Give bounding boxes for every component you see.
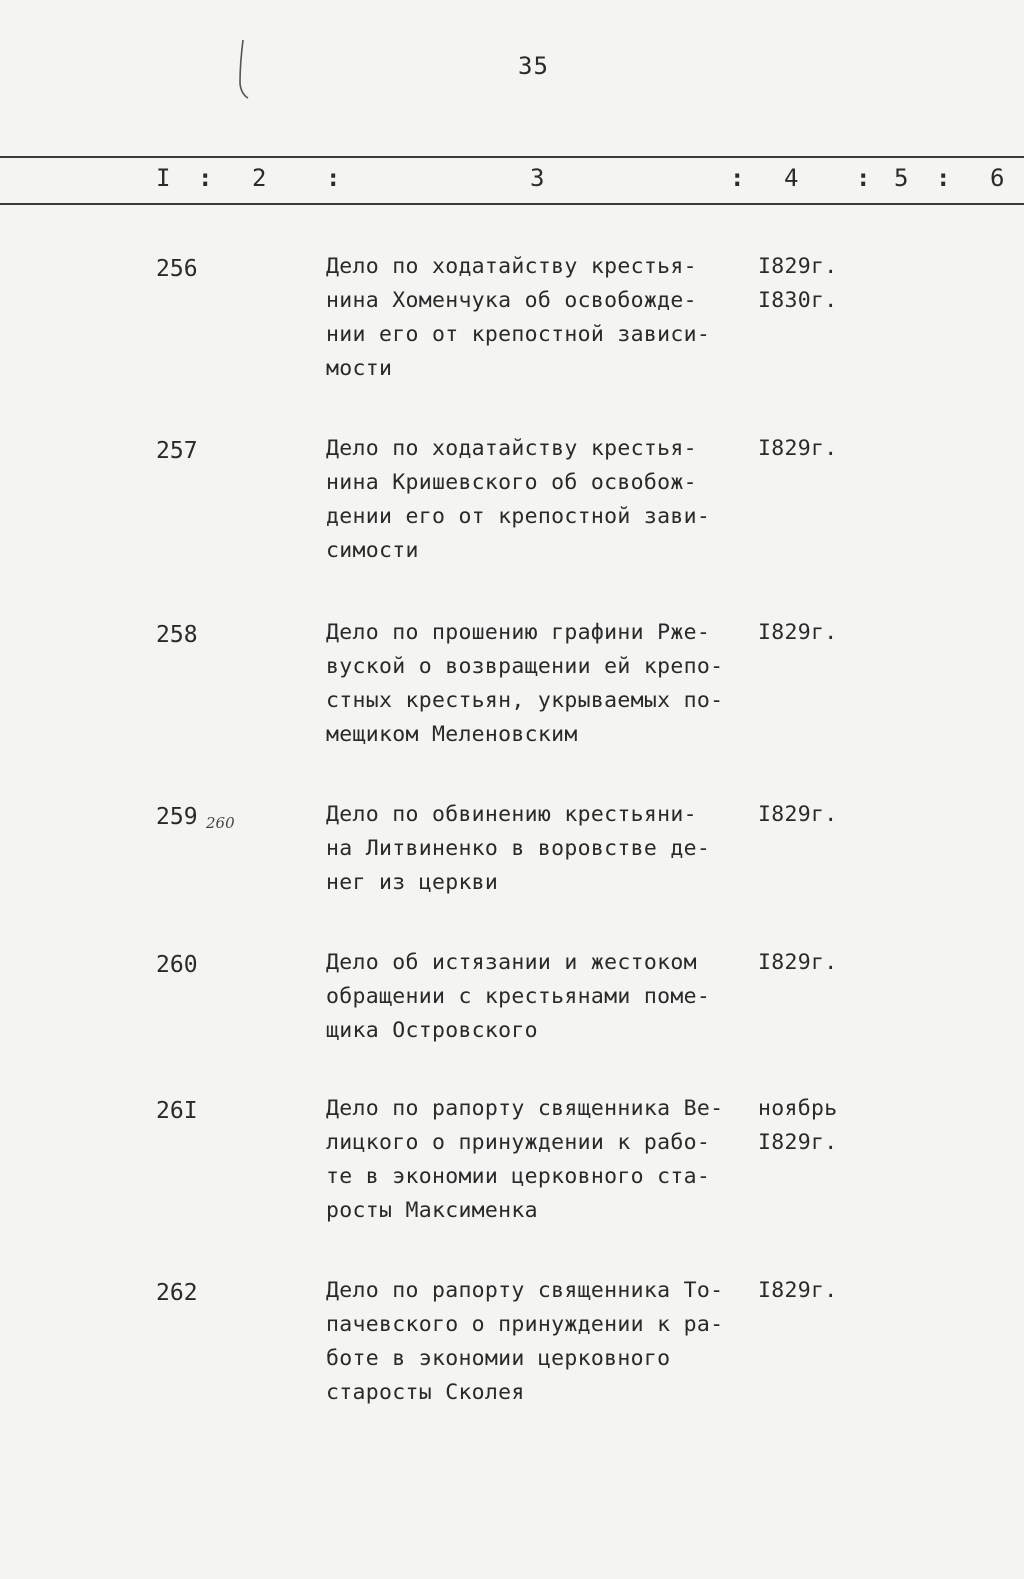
column-header-3: 3 (530, 164, 545, 192)
entry-number: 257 (156, 438, 198, 464)
entry-number: 256 (156, 256, 198, 282)
column-separator: : (326, 164, 341, 192)
entry-description: Дело по рапорту священника Ве- лицкого о принуждении к рабо- те в экономии церковного ста- росты Максименка (326, 1096, 724, 1223)
column-header-4: 4 (784, 164, 799, 192)
entry-date: I829г. (758, 620, 838, 645)
entry-number: 260 (156, 952, 198, 978)
entry-date: I829г. I830г. (758, 254, 838, 313)
column-separator: : (730, 164, 745, 192)
entry-date: ноябрь I829г. (758, 1096, 838, 1155)
table-top-rule (0, 156, 1024, 158)
entry-description: Дело об истязании и жестоком обращении с крестьянами поме- щика Островского (326, 950, 711, 1043)
entry-number: 26I (156, 1098, 198, 1124)
table-header-bottom-rule (0, 203, 1024, 205)
entry-date: I829г. (758, 802, 838, 827)
pencil-margin-mark (236, 38, 250, 100)
entry-description: Дело по ходатайству крестья- нина Хоменчука об освобожде- нии его от крепостной зависи- мости (326, 254, 711, 381)
column-separator: : (198, 164, 213, 192)
column-header-6: 6 (990, 164, 1005, 192)
column-separator: : (856, 164, 871, 192)
entry-number: 262 (156, 1280, 198, 1306)
entry-number: 258 (156, 622, 198, 648)
column-header-2: 2 (252, 164, 267, 192)
page-number: 35 (518, 52, 549, 80)
column-separator: : (936, 164, 951, 192)
entry-description: Дело по ходатайству крестья- нина Кришевского об освобож- дении его от крепостной зави- симости (326, 436, 711, 563)
entry-description: Дело по обвинению крестьяни- на Литвиненко в воровстве де- нег из церкви (326, 802, 711, 895)
entry-date: I829г. (758, 950, 838, 975)
column-header-1: I (156, 164, 171, 192)
entry-description: Дело по прошению графини Рже- вуской о возвращении ей крепо- стных крестьян, укрываемых по- мещиком Меленовским (326, 620, 724, 747)
entry-number: 259 (156, 804, 198, 830)
entry-date: I829г. (758, 1278, 838, 1303)
column-header-5: 5 (894, 164, 909, 192)
entry-description: Дело по рапорту священника То- пачевского о принуждении к ра- боте в экономии церковного старосты Сколея (326, 1278, 724, 1405)
handwritten-correction: 260 (206, 814, 235, 832)
entry-date: I829г. (758, 436, 838, 461)
